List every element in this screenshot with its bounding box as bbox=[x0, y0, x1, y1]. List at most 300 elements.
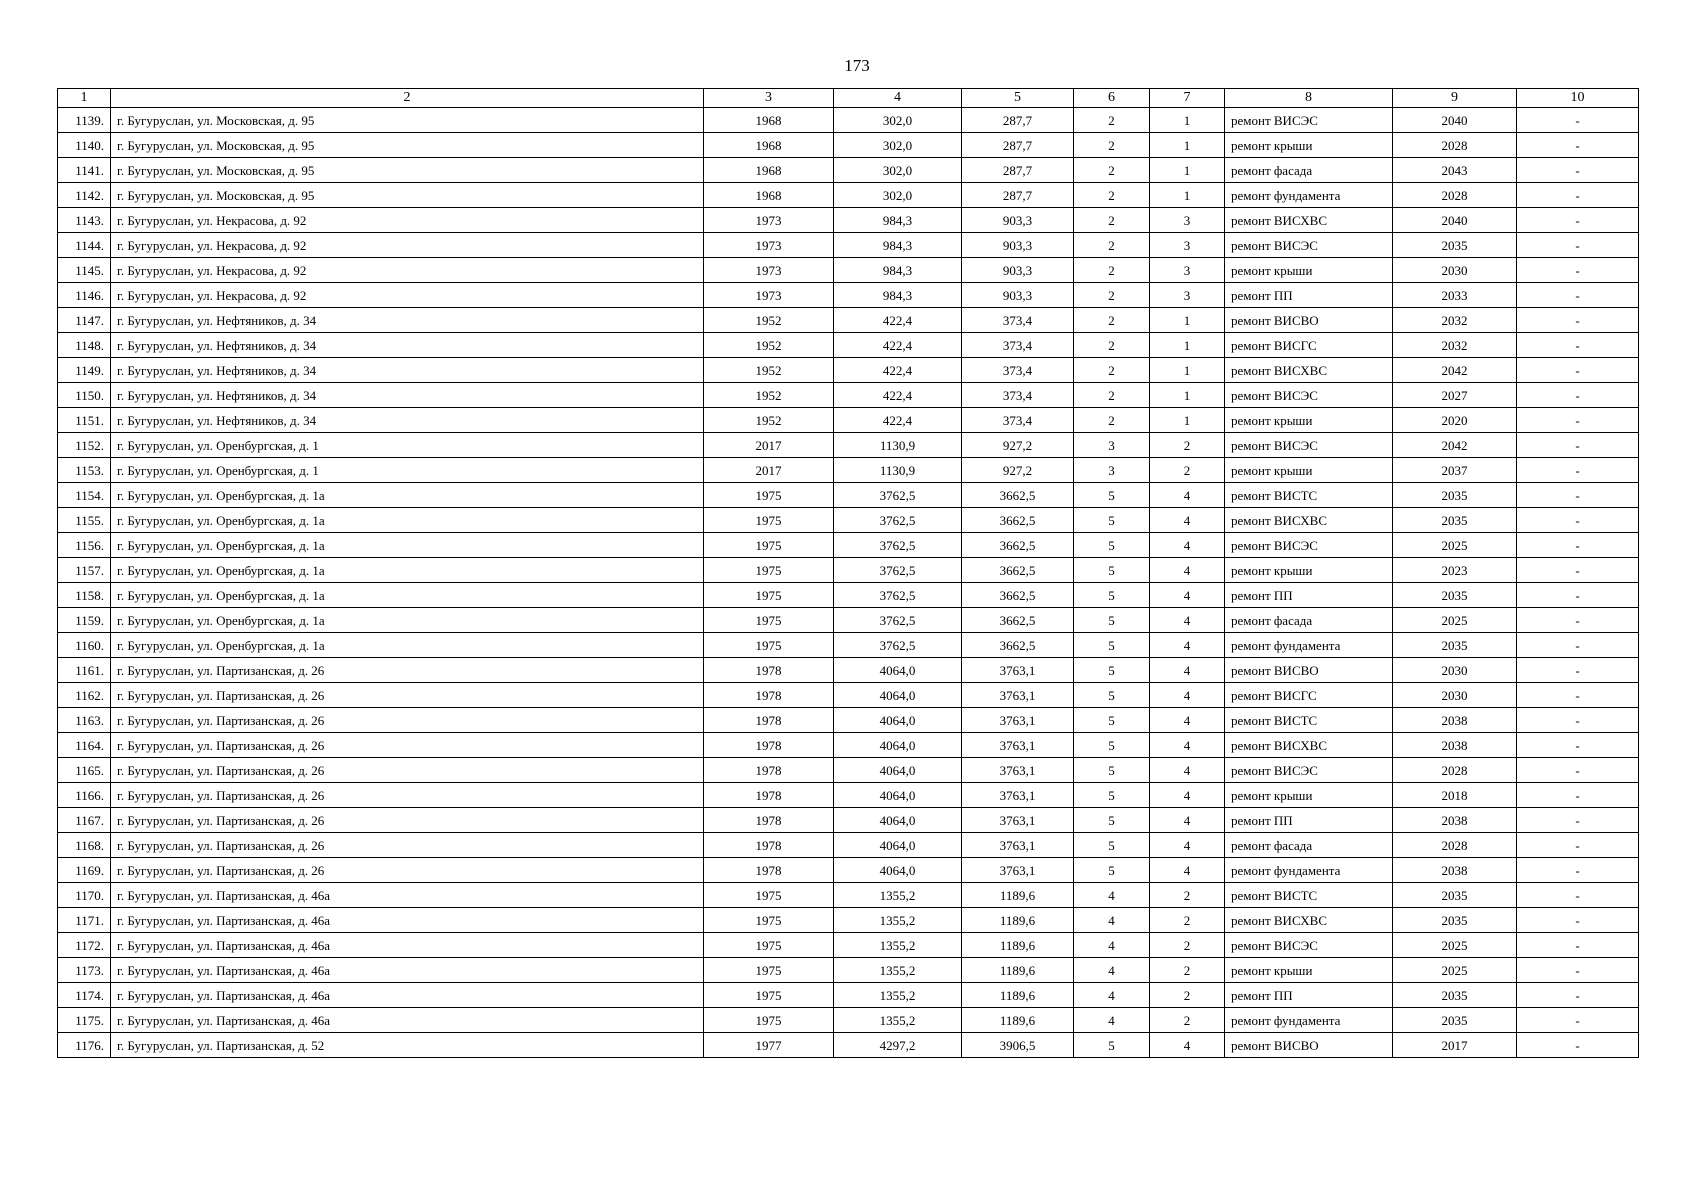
entrances-cell: 4 bbox=[1150, 608, 1225, 633]
planned-year-cell: 2025 bbox=[1393, 608, 1517, 633]
note-cell: - bbox=[1517, 708, 1639, 733]
work-type-cell: ремонт ВИСВО bbox=[1225, 658, 1393, 683]
living-area-cell: 3763,1 bbox=[962, 658, 1074, 683]
floors-cell: 4 bbox=[1074, 933, 1150, 958]
note-cell: - bbox=[1517, 608, 1639, 633]
living-area-cell: 1189,6 bbox=[962, 958, 1074, 983]
total-area-cell: 984,3 bbox=[834, 208, 962, 233]
living-area-cell: 373,4 bbox=[962, 308, 1074, 333]
row-number-cell: 1173. bbox=[58, 958, 111, 983]
living-area-cell: 3763,1 bbox=[962, 858, 1074, 883]
address-cell: г. Бугуруслан, ул. Московская, д. 95 bbox=[111, 133, 704, 158]
floors-cell: 2 bbox=[1074, 183, 1150, 208]
year-cell: 1978 bbox=[704, 708, 834, 733]
year-cell: 1968 bbox=[704, 183, 834, 208]
floors-cell: 4 bbox=[1074, 1008, 1150, 1033]
total-area-cell: 4064,0 bbox=[834, 808, 962, 833]
row-number-cell: 1152. bbox=[58, 433, 111, 458]
planned-year-cell: 2028 bbox=[1393, 758, 1517, 783]
repair-schedule-table bbox=[57, 88, 1639, 1058]
planned-year-cell: 2035 bbox=[1393, 508, 1517, 533]
planned-year-cell: 2023 bbox=[1393, 558, 1517, 583]
floors-cell: 2 bbox=[1074, 308, 1150, 333]
work-type-cell: ремонт ПП bbox=[1225, 283, 1393, 308]
living-area-cell: 927,2 bbox=[962, 458, 1074, 483]
living-area-cell: 903,3 bbox=[962, 233, 1074, 258]
total-area-cell: 984,3 bbox=[834, 258, 962, 283]
note-cell: - bbox=[1517, 758, 1639, 783]
living-area-cell: 287,7 bbox=[962, 133, 1074, 158]
living-area-cell: 3763,1 bbox=[962, 708, 1074, 733]
planned-year-cell: 2037 bbox=[1393, 458, 1517, 483]
entrances-cell: 1 bbox=[1150, 133, 1225, 158]
row-number-cell: 1162. bbox=[58, 683, 111, 708]
entrances-cell: 2 bbox=[1150, 908, 1225, 933]
note-cell: - bbox=[1517, 508, 1639, 533]
planned-year-cell: 2035 bbox=[1393, 233, 1517, 258]
total-area-cell: 4064,0 bbox=[834, 858, 962, 883]
note-cell: - bbox=[1517, 858, 1639, 883]
planned-year-cell: 2042 bbox=[1393, 358, 1517, 383]
work-type-cell: ремонт фундамента bbox=[1225, 183, 1393, 208]
row-number-cell: 1172. bbox=[58, 933, 111, 958]
total-area-cell: 302,0 bbox=[834, 133, 962, 158]
planned-year-cell: 2018 bbox=[1393, 783, 1517, 808]
work-type-cell: ремонт ВИСЭС bbox=[1225, 758, 1393, 783]
row-number-cell: 1176. bbox=[58, 1033, 111, 1058]
living-area-cell: 3662,5 bbox=[962, 483, 1074, 508]
note-cell: - bbox=[1517, 908, 1639, 933]
planned-year-cell: 2028 bbox=[1393, 133, 1517, 158]
total-area-cell: 3762,5 bbox=[834, 533, 962, 558]
year-cell: 1952 bbox=[704, 308, 834, 333]
planned-year-cell: 2032 bbox=[1393, 333, 1517, 358]
entrances-cell: 4 bbox=[1150, 683, 1225, 708]
table-row bbox=[58, 883, 1639, 908]
work-type-cell: ремонт ВИСХВС bbox=[1225, 733, 1393, 758]
table-row bbox=[58, 483, 1639, 508]
row-number-cell: 1153. bbox=[58, 458, 111, 483]
address-cell: г. Бугуруслан, ул. Нефтяников, д. 34 bbox=[111, 333, 704, 358]
planned-year-cell: 2038 bbox=[1393, 808, 1517, 833]
entrances-cell: 2 bbox=[1150, 958, 1225, 983]
address-cell: г. Бугуруслан, ул. Нефтяников, д. 34 bbox=[111, 408, 704, 433]
floors-cell: 5 bbox=[1074, 658, 1150, 683]
total-area-cell: 3762,5 bbox=[834, 633, 962, 658]
total-area-cell: 4064,0 bbox=[834, 733, 962, 758]
row-number-cell: 1163. bbox=[58, 708, 111, 733]
year-cell: 1978 bbox=[704, 758, 834, 783]
year-cell: 1975 bbox=[704, 558, 834, 583]
planned-year-cell: 2043 bbox=[1393, 158, 1517, 183]
table-row bbox=[58, 558, 1639, 583]
row-number-cell: 1139. bbox=[58, 108, 111, 133]
note-cell: - bbox=[1517, 333, 1639, 358]
work-type-cell: ремонт ВИСТС bbox=[1225, 483, 1393, 508]
entrances-cell: 3 bbox=[1150, 233, 1225, 258]
total-area-cell: 422,4 bbox=[834, 308, 962, 333]
address-cell: г. Бугуруслан, ул. Оренбургская, д. 1а bbox=[111, 608, 704, 633]
floors-cell: 2 bbox=[1074, 383, 1150, 408]
entrances-cell: 1 bbox=[1150, 408, 1225, 433]
address-cell: г. Бугуруслан, ул. Некрасова, д. 92 bbox=[111, 258, 704, 283]
note-cell: - bbox=[1517, 183, 1639, 208]
entrances-cell: 4 bbox=[1150, 558, 1225, 583]
living-area-cell: 3763,1 bbox=[962, 808, 1074, 833]
floors-cell: 2 bbox=[1074, 408, 1150, 433]
planned-year-cell: 2028 bbox=[1393, 833, 1517, 858]
work-type-cell: ремонт ВИСЭС bbox=[1225, 108, 1393, 133]
column-header-1: 1 bbox=[58, 89, 111, 108]
table-row bbox=[58, 958, 1639, 983]
work-type-cell: ремонт фасада bbox=[1225, 833, 1393, 858]
table-row bbox=[58, 233, 1639, 258]
total-area-cell: 984,3 bbox=[834, 283, 962, 308]
living-area-cell: 287,7 bbox=[962, 183, 1074, 208]
table-row bbox=[58, 358, 1639, 383]
row-number-cell: 1161. bbox=[58, 658, 111, 683]
living-area-cell: 1189,6 bbox=[962, 933, 1074, 958]
living-area-cell: 1189,6 bbox=[962, 1008, 1074, 1033]
table-row bbox=[58, 908, 1639, 933]
total-area-cell: 4297,2 bbox=[834, 1033, 962, 1058]
column-header-3: 3 bbox=[704, 89, 834, 108]
year-cell: 1975 bbox=[704, 583, 834, 608]
note-cell: - bbox=[1517, 133, 1639, 158]
row-number-cell: 1160. bbox=[58, 633, 111, 658]
work-type-cell: ремонт фундамента bbox=[1225, 633, 1393, 658]
year-cell: 1978 bbox=[704, 808, 834, 833]
living-area-cell: 1189,6 bbox=[962, 983, 1074, 1008]
year-cell: 2017 bbox=[704, 433, 834, 458]
table-row bbox=[58, 133, 1639, 158]
note-cell: - bbox=[1517, 383, 1639, 408]
table-row bbox=[58, 833, 1639, 858]
note-cell: - bbox=[1517, 358, 1639, 383]
total-area-cell: 302,0 bbox=[834, 108, 962, 133]
floors-cell: 5 bbox=[1074, 708, 1150, 733]
entrances-cell: 1 bbox=[1150, 183, 1225, 208]
total-area-cell: 1355,2 bbox=[834, 958, 962, 983]
floors-cell: 5 bbox=[1074, 833, 1150, 858]
address-cell: г. Бугуруслан, ул. Оренбургская, д. 1 bbox=[111, 433, 704, 458]
table-row bbox=[58, 158, 1639, 183]
floors-cell: 5 bbox=[1074, 733, 1150, 758]
column-header-9: 9 bbox=[1393, 89, 1517, 108]
total-area-cell: 1355,2 bbox=[834, 908, 962, 933]
total-area-cell: 422,4 bbox=[834, 333, 962, 358]
entrances-cell: 4 bbox=[1150, 708, 1225, 733]
planned-year-cell: 2025 bbox=[1393, 958, 1517, 983]
row-number-cell: 1142. bbox=[58, 183, 111, 208]
floors-cell: 5 bbox=[1074, 808, 1150, 833]
address-cell: г. Бугуруслан, ул. Партизанская, д. 26 bbox=[111, 658, 704, 683]
address-cell: г. Бугуруслан, ул. Оренбургская, д. 1а bbox=[111, 533, 704, 558]
living-area-cell: 927,2 bbox=[962, 433, 1074, 458]
table-row bbox=[58, 183, 1639, 208]
work-type-cell: ремонт ВИСГС bbox=[1225, 683, 1393, 708]
total-area-cell: 302,0 bbox=[834, 183, 962, 208]
table-row bbox=[58, 383, 1639, 408]
total-area-cell: 4064,0 bbox=[834, 683, 962, 708]
work-type-cell: ремонт крыши bbox=[1225, 408, 1393, 433]
living-area-cell: 3662,5 bbox=[962, 583, 1074, 608]
floors-cell: 5 bbox=[1074, 508, 1150, 533]
table-row bbox=[58, 508, 1639, 533]
row-number-cell: 1156. bbox=[58, 533, 111, 558]
note-cell: - bbox=[1517, 158, 1639, 183]
total-area-cell: 1130,9 bbox=[834, 458, 962, 483]
note-cell: - bbox=[1517, 658, 1639, 683]
note-cell: - bbox=[1517, 108, 1639, 133]
planned-year-cell: 2035 bbox=[1393, 483, 1517, 508]
address-cell: г. Бугуруслан, ул. Партизанская, д. 52 bbox=[111, 1033, 704, 1058]
total-area-cell: 422,4 bbox=[834, 383, 962, 408]
note-cell: - bbox=[1517, 883, 1639, 908]
year-cell: 1975 bbox=[704, 983, 834, 1008]
entrances-cell: 1 bbox=[1150, 333, 1225, 358]
row-number-cell: 1155. bbox=[58, 508, 111, 533]
note-cell: - bbox=[1517, 233, 1639, 258]
work-type-cell: ремонт крыши bbox=[1225, 958, 1393, 983]
floors-cell: 2 bbox=[1074, 108, 1150, 133]
planned-year-cell: 2035 bbox=[1393, 1008, 1517, 1033]
table-row bbox=[58, 808, 1639, 833]
year-cell: 1973 bbox=[704, 258, 834, 283]
entrances-cell: 4 bbox=[1150, 633, 1225, 658]
address-cell: г. Бугуруслан, ул. Партизанская, д. 26 bbox=[111, 858, 704, 883]
table-row bbox=[58, 983, 1639, 1008]
total-area-cell: 1355,2 bbox=[834, 933, 962, 958]
living-area-cell: 3662,5 bbox=[962, 533, 1074, 558]
work-type-cell: ремонт ВИСЭС bbox=[1225, 233, 1393, 258]
planned-year-cell: 2027 bbox=[1393, 383, 1517, 408]
table-row bbox=[58, 933, 1639, 958]
table-row bbox=[58, 633, 1639, 658]
year-cell: 1978 bbox=[704, 658, 834, 683]
living-area-cell: 373,4 bbox=[962, 333, 1074, 358]
floors-cell: 5 bbox=[1074, 533, 1150, 558]
address-cell: г. Бугуруслан, ул. Московская, д. 95 bbox=[111, 158, 704, 183]
floors-cell: 4 bbox=[1074, 958, 1150, 983]
entrances-cell: 4 bbox=[1150, 533, 1225, 558]
floors-cell: 3 bbox=[1074, 433, 1150, 458]
planned-year-cell: 2032 bbox=[1393, 308, 1517, 333]
living-area-cell: 3763,1 bbox=[962, 733, 1074, 758]
entrances-cell: 4 bbox=[1150, 1033, 1225, 1058]
entrances-cell: 4 bbox=[1150, 658, 1225, 683]
floors-cell: 4 bbox=[1074, 983, 1150, 1008]
work-type-cell: ремонт ВИСХВС bbox=[1225, 908, 1393, 933]
row-number-cell: 1164. bbox=[58, 733, 111, 758]
floors-cell: 5 bbox=[1074, 683, 1150, 708]
total-area-cell: 4064,0 bbox=[834, 758, 962, 783]
column-header-5: 5 bbox=[962, 89, 1074, 108]
living-area-cell: 1189,6 bbox=[962, 883, 1074, 908]
work-type-cell: ремонт крыши bbox=[1225, 458, 1393, 483]
address-cell: г. Бугуруслан, ул. Партизанская, д. 46а bbox=[111, 1008, 704, 1033]
column-header-6: 6 bbox=[1074, 89, 1150, 108]
living-area-cell: 287,7 bbox=[962, 108, 1074, 133]
table-row bbox=[58, 258, 1639, 283]
year-cell: 1973 bbox=[704, 233, 834, 258]
page-number: 173 bbox=[844, 56, 870, 75]
note-cell: - bbox=[1517, 733, 1639, 758]
row-number-cell: 1147. bbox=[58, 308, 111, 333]
planned-year-cell: 2038 bbox=[1393, 708, 1517, 733]
note-cell: - bbox=[1517, 1033, 1639, 1058]
living-area-cell: 3763,1 bbox=[962, 783, 1074, 808]
total-area-cell: 3762,5 bbox=[834, 558, 962, 583]
work-type-cell: ремонт ВИСТС bbox=[1225, 708, 1393, 733]
address-cell: г. Бугуруслан, ул. Партизанская, д. 46а bbox=[111, 958, 704, 983]
note-cell: - bbox=[1517, 558, 1639, 583]
entrances-cell: 4 bbox=[1150, 783, 1225, 808]
table-row bbox=[58, 408, 1639, 433]
work-type-cell: ремонт ВИСГС bbox=[1225, 333, 1393, 358]
living-area-cell: 287,7 bbox=[962, 158, 1074, 183]
row-number-cell: 1141. bbox=[58, 158, 111, 183]
year-cell: 1975 bbox=[704, 483, 834, 508]
row-number-cell: 1165. bbox=[58, 758, 111, 783]
work-type-cell: ремонт ПП bbox=[1225, 983, 1393, 1008]
entrances-cell: 1 bbox=[1150, 308, 1225, 333]
year-cell: 1975 bbox=[704, 633, 834, 658]
table-row bbox=[58, 533, 1639, 558]
entrances-cell: 1 bbox=[1150, 383, 1225, 408]
living-area-cell: 3763,1 bbox=[962, 758, 1074, 783]
planned-year-cell: 2020 bbox=[1393, 408, 1517, 433]
row-number-cell: 1145. bbox=[58, 258, 111, 283]
table-row bbox=[58, 758, 1639, 783]
planned-year-cell: 2035 bbox=[1393, 883, 1517, 908]
floors-cell: 5 bbox=[1074, 783, 1150, 808]
entrances-cell: 2 bbox=[1150, 983, 1225, 1008]
living-area-cell: 903,3 bbox=[962, 258, 1074, 283]
year-cell: 1978 bbox=[704, 733, 834, 758]
table-row bbox=[58, 333, 1639, 358]
address-cell: г. Бугуруслан, ул. Партизанская, д. 46а bbox=[111, 933, 704, 958]
floors-cell: 5 bbox=[1074, 1033, 1150, 1058]
entrances-cell: 2 bbox=[1150, 883, 1225, 908]
year-cell: 1975 bbox=[704, 1008, 834, 1033]
total-area-cell: 422,4 bbox=[834, 358, 962, 383]
table-row bbox=[58, 283, 1639, 308]
work-type-cell: ремонт ВИСЭС bbox=[1225, 383, 1393, 408]
header-row bbox=[58, 89, 1639, 108]
work-type-cell: ремонт ВИСВО bbox=[1225, 1033, 1393, 1058]
living-area-cell: 3906,5 bbox=[962, 1033, 1074, 1058]
address-cell: г. Бугуруслан, ул. Нефтяников, д. 34 bbox=[111, 308, 704, 333]
table-row bbox=[58, 208, 1639, 233]
floors-cell: 2 bbox=[1074, 283, 1150, 308]
note-cell: - bbox=[1517, 283, 1639, 308]
work-type-cell: ремонт крыши bbox=[1225, 258, 1393, 283]
planned-year-cell: 2028 bbox=[1393, 183, 1517, 208]
total-area-cell: 4064,0 bbox=[834, 658, 962, 683]
year-cell: 1975 bbox=[704, 533, 834, 558]
living-area-cell: 3662,5 bbox=[962, 608, 1074, 633]
living-area-cell: 3662,5 bbox=[962, 508, 1074, 533]
column-header-7: 7 bbox=[1150, 89, 1225, 108]
floors-cell: 5 bbox=[1074, 758, 1150, 783]
planned-year-cell: 2035 bbox=[1393, 633, 1517, 658]
year-cell: 1977 bbox=[704, 1033, 834, 1058]
living-area-cell: 3662,5 bbox=[962, 633, 1074, 658]
row-number-cell: 1143. bbox=[58, 208, 111, 233]
floors-cell: 2 bbox=[1074, 158, 1150, 183]
floors-cell: 2 bbox=[1074, 358, 1150, 383]
note-cell: - bbox=[1517, 483, 1639, 508]
total-area-cell: 984,3 bbox=[834, 233, 962, 258]
address-cell: г. Бугуруслан, ул. Оренбургская, д. 1а bbox=[111, 633, 704, 658]
row-number-cell: 1159. bbox=[58, 608, 111, 633]
entrances-cell: 4 bbox=[1150, 808, 1225, 833]
year-cell: 1968 bbox=[704, 133, 834, 158]
column-header-2: 2 bbox=[111, 89, 704, 108]
address-cell: г. Бугуруслан, ул. Московская, д. 95 bbox=[111, 108, 704, 133]
address-cell: г. Бугуруслан, ул. Партизанская, д. 46а bbox=[111, 983, 704, 1008]
address-cell: г. Бугуруслан, ул. Некрасова, д. 92 bbox=[111, 208, 704, 233]
total-area-cell: 3762,5 bbox=[834, 583, 962, 608]
note-cell: - bbox=[1517, 783, 1639, 808]
row-number-cell: 1170. bbox=[58, 883, 111, 908]
floors-cell: 5 bbox=[1074, 858, 1150, 883]
year-cell: 1952 bbox=[704, 383, 834, 408]
table-body bbox=[58, 108, 1639, 1058]
planned-year-cell: 2017 bbox=[1393, 1033, 1517, 1058]
year-cell: 1975 bbox=[704, 883, 834, 908]
address-cell: г. Бугуруслан, ул. Оренбургская, д. 1а bbox=[111, 483, 704, 508]
year-cell: 1978 bbox=[704, 858, 834, 883]
total-area-cell: 4064,0 bbox=[834, 833, 962, 858]
row-number-cell: 1140. bbox=[58, 133, 111, 158]
row-number-cell: 1144. bbox=[58, 233, 111, 258]
table-row bbox=[58, 783, 1639, 808]
note-cell: - bbox=[1517, 433, 1639, 458]
floors-cell: 4 bbox=[1074, 883, 1150, 908]
year-cell: 1975 bbox=[704, 508, 834, 533]
address-cell: г. Бугуруслан, ул. Партизанская, д. 46а bbox=[111, 883, 704, 908]
row-number-cell: 1171. bbox=[58, 908, 111, 933]
address-cell: г. Бугуруслан, ул. Партизанская, д. 26 bbox=[111, 733, 704, 758]
work-type-cell: ремонт ВИСВО bbox=[1225, 308, 1393, 333]
address-cell: г. Бугуруслан, ул. Некрасова, д. 92 bbox=[111, 283, 704, 308]
table-row bbox=[58, 608, 1639, 633]
floors-cell: 3 bbox=[1074, 458, 1150, 483]
planned-year-cell: 2025 bbox=[1393, 533, 1517, 558]
note-cell: - bbox=[1517, 458, 1639, 483]
work-type-cell: ремонт фасада bbox=[1225, 158, 1393, 183]
work-type-cell: ремонт ВИСХВС bbox=[1225, 508, 1393, 533]
entrances-cell: 1 bbox=[1150, 158, 1225, 183]
note-cell: - bbox=[1517, 808, 1639, 833]
entrances-cell: 3 bbox=[1150, 258, 1225, 283]
entrances-cell: 2 bbox=[1150, 433, 1225, 458]
planned-year-cell: 2040 bbox=[1393, 208, 1517, 233]
floors-cell: 2 bbox=[1074, 133, 1150, 158]
planned-year-cell: 2038 bbox=[1393, 858, 1517, 883]
year-cell: 1975 bbox=[704, 933, 834, 958]
address-cell: г. Бугуруслан, ул. Оренбургская, д. 1 bbox=[111, 458, 704, 483]
total-area-cell: 4064,0 bbox=[834, 783, 962, 808]
living-area-cell: 373,4 bbox=[962, 408, 1074, 433]
entrances-cell: 4 bbox=[1150, 833, 1225, 858]
entrances-cell: 4 bbox=[1150, 858, 1225, 883]
entrances-cell: 4 bbox=[1150, 508, 1225, 533]
floors-cell: 5 bbox=[1074, 633, 1150, 658]
total-area-cell: 422,4 bbox=[834, 408, 962, 433]
